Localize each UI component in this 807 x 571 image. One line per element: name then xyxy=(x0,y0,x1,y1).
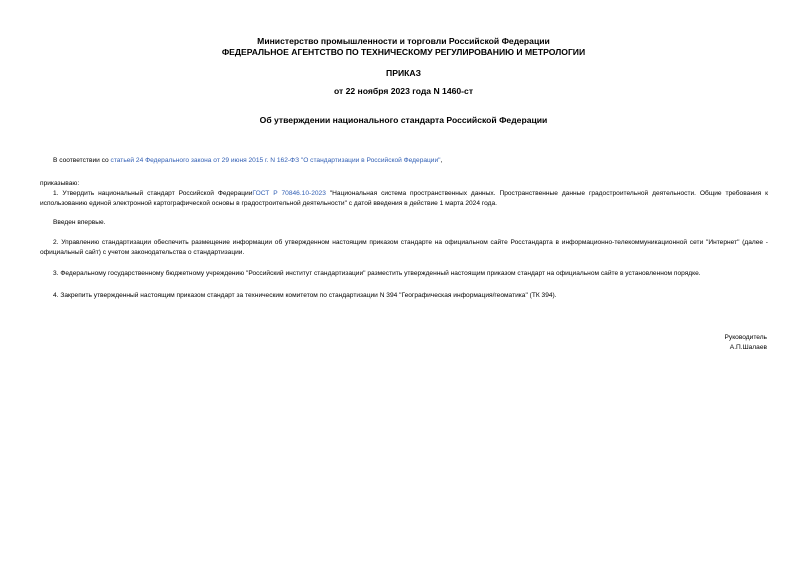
federal-law-link[interactable]: статьей 24 Федерального закона от 29 июня 2015 г. N 162-ФЗ "О стандартизации в Российской Федерации" xyxy=(110,157,441,164)
agency-name: ФЕДЕРАЛЬНОЕ АГЕНТСТВО ПО ТЕХНИЧЕСКОМУ РЕГУЛИРОВАНИЮ И МЕТРОЛОГИИ xyxy=(221,47,586,57)
preamble-suffix: , xyxy=(440,157,443,164)
order-word: приказываю: xyxy=(40,180,80,187)
signature-name: А.П.Шалаев xyxy=(729,344,767,351)
ministry-name: Министерство промышленности и торговли Российской Федерации xyxy=(257,36,550,46)
item-1-paragraph xyxy=(40,189,768,209)
item-3-paragraph: 3. Федеральному государственному бюджетному учреждению "Российский институт стандартизации" разместить утвержденный настоящим приказом стандарт на официальном сайте в установленном порядке. xyxy=(53,270,701,277)
item-4-paragraph: 4. Закрепить утвержденный настоящим приказом стандарт за техническим комитетом по стандартизации N 394 "Географическая информация/геоматика" (ТК 394). xyxy=(53,292,557,299)
item-1-suffix: "Национальная система пространственных данных. Пространственные данные градостроительной деятельности. Общие требования к использованию единой электронной картографической основы в градостроительной деятельности" с датой введения в действие 1 марта 2024 года. xyxy=(40,190,768,207)
document-title: Об утверждении национального стандарта Российской Федерации xyxy=(259,115,548,125)
item-1-prefix: 1. Утвердить национальный стандарт Российской Федерации xyxy=(53,190,253,197)
gost-standard-link[interactable]: ГОСТ Р 70846.10-2023 xyxy=(252,190,326,197)
introduced-first-note: Введен впервые. xyxy=(53,219,106,226)
item-2-paragraph: 2. Управлению стандартизации обеспечить размещение информации об утвержденном настоящим приказом стандарте на официальном сайте Росстандарта в информационно-телекоммуникационной сети "Интернет" (далее - официальный сайт) с учетом законодательства о стандартизации. xyxy=(40,239,768,256)
document-date-number: от 22 ноября 2023 года N 1460-ст xyxy=(333,86,474,96)
preamble-paragraph xyxy=(40,156,780,166)
signature-position: Руководитель xyxy=(724,334,767,341)
document-type: ПРИКАЗ xyxy=(386,68,421,78)
preamble-prefix: В соответствии со xyxy=(53,157,111,164)
